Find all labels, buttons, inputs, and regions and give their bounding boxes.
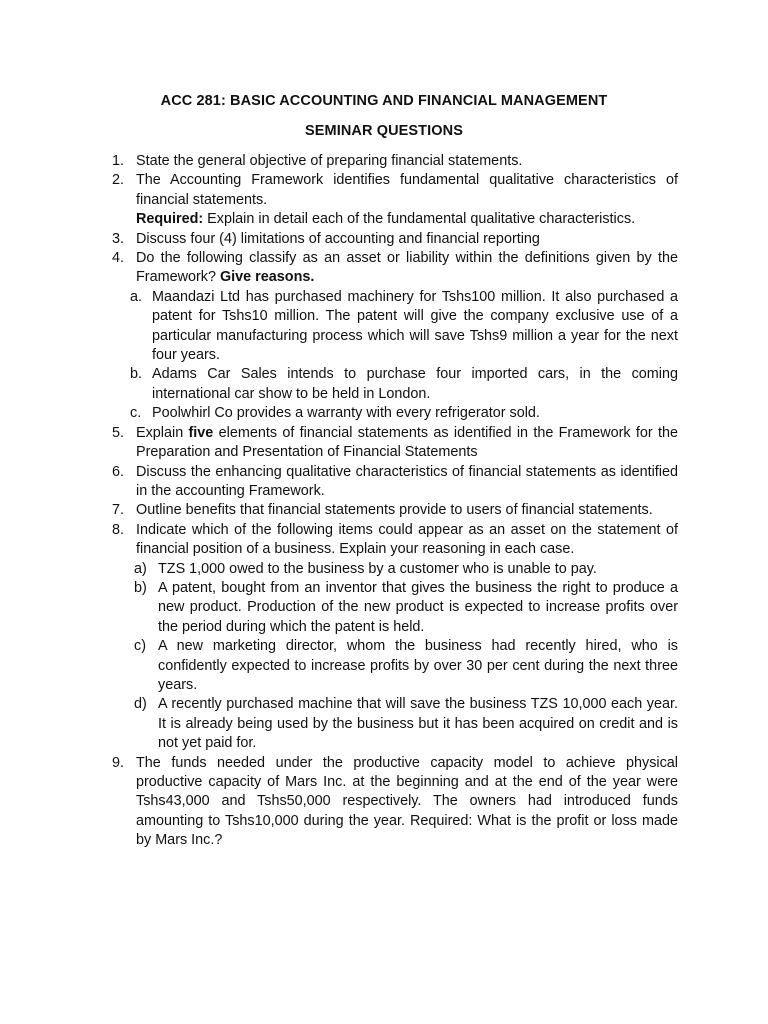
question-9 [112,754,678,851]
sub-question-4a [112,288,678,366]
question-5 [112,424,678,463]
required-line [136,210,678,229]
question-6 [112,463,678,502]
question-text: The funds needed under the productive capacity model to achieve physical productive capacity of Mars Inc. at the beginning and at the end of the year were Tshs43,000 and Tshs50,000 respectively. The owners had introduced funds amounting to Tshs10,000 during the year. Required: What is the profit or loss made by Mars Inc.? [136,754,678,849]
required-label: Required: [136,211,204,228]
question-text [136,249,678,288]
question-2 [112,171,678,229]
question-text: The Accounting Framework identifies fundamental qualitative characteristics of financial statements. [136,172,678,208]
question-text: Discuss four (4) limitations of accounting and financial reporting [136,230,540,247]
sub-question-text: Maandazi Ltd has purchased machinery for Tshs100 million. It also purchased a patent for Tshs10 million. The patent will give the company exclusive use of a particular manufacturing process which will save Tshs9 million a year for the next four years. [152,288,678,364]
question-number: 8. [112,521,125,538]
sub-question-8b [112,579,678,637]
question-3 [112,230,678,249]
question-4 [112,249,678,288]
sub-question-4c [112,404,678,423]
question-text: Indicate which of the following items could appear as an asset on the statement of financial position of a business. Explain your reasoning in each case. [136,521,678,558]
question-number: 1. [112,153,125,169]
question-emphasis: five [188,424,214,441]
question-text-main: Do the following classify as an asset or liability within the definitions given by the Framework? [136,250,678,286]
question-number: 3. [112,230,125,247]
sub-question-text: TZS 1,000 owed to the business by a customer who is unable to pay. [158,560,597,577]
sub-question-letter: c) [134,638,146,655]
document-title: ACC 281: BASIC ACCOUNTING AND FINANCIAL MANAGEMENT [160,93,608,109]
question-number: 6. [112,463,125,480]
question-emphasis: Give reasons. [219,269,315,286]
question-text: State the general objective of preparing financial statements. [136,153,523,169]
sub-question-text: A recently purchased machine that will save the business TZS 10,000 each year. It is already being used by the business but it has been acquired on credit and is not yet paid for. [158,696,678,752]
section-subtitle: SEMINAR QUESTIONS [305,123,463,139]
sub-question-letter: a. [130,288,143,305]
sub-question-text: A new marketing director, whom the business had recently hired, who is confidently expected to increase profits by over 30 per cent during the next three years. [158,638,678,693]
question-text [136,424,678,463]
question-text-pre: Explain [136,424,189,441]
sub-question-8a [112,560,678,579]
question-number: 2. [112,172,125,189]
required-text: Explain in detail each of the fundamental qualitative characteristics. [203,211,636,228]
sub-question-4b [112,365,678,404]
sub-question-8c [112,637,678,695]
question-number: 7. [112,502,125,519]
question-number: 9. [112,754,125,771]
question-text-main: elements of financial statements as identified in the Framework for the Preparation and Presentation of Financial Statements [136,424,679,461]
question-text: Outline benefits that financial statements provide to users of financial statements. [136,502,653,519]
sub-question-8d [112,695,678,753]
question-1 [112,152,678,171]
sub-question-text: A patent, bought from an inventor that gives the business the right to produce a new product. Production of the new product is expected to increase profits over the period during which the patent is held. [158,579,678,635]
sub-question-letter: c. [130,405,142,422]
sub-question-letter: b) [134,579,147,596]
question-list [112,152,678,851]
sub-question-letter: b. [130,366,143,383]
question-number: 5. [112,424,125,441]
question-7 [112,501,678,520]
sub-question-letter: a) [134,560,147,577]
sub-question-text: Poolwhirl Co provides a warranty with every refrigerator sold. [152,405,540,422]
question-text: Discuss the enhancing qualitative characteristics of financial statements as identified in the accounting Framework. [136,463,678,499]
question-8 [112,521,678,560]
sub-question-letter: d) [134,696,147,713]
question-number: 4. [112,250,125,267]
sub-question-text: Adams Car Sales intends to purchase four imported cars, in the coming international car show to be held in London. [152,366,678,402]
